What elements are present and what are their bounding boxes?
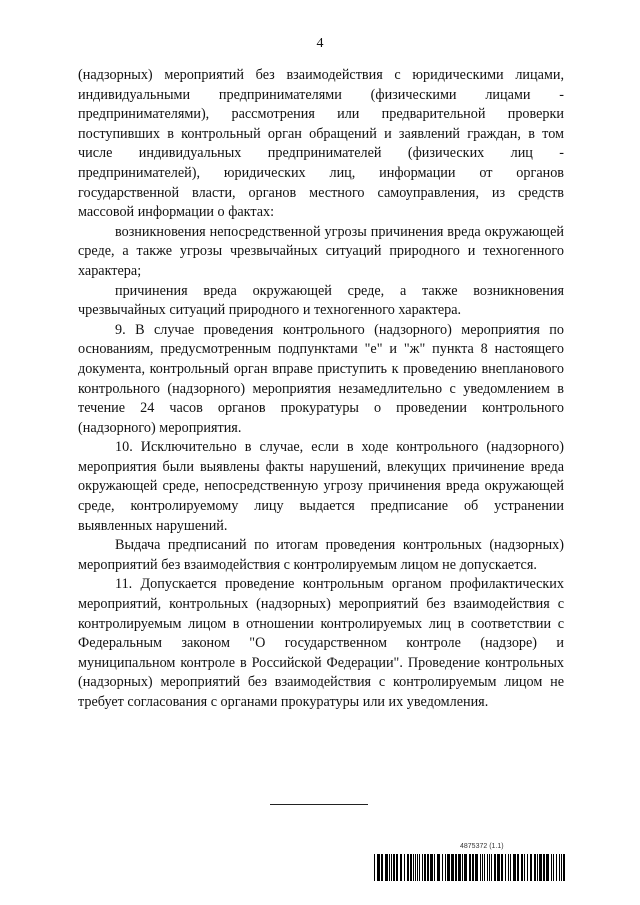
barcode-bar (510, 854, 511, 881)
barcode-bar (404, 854, 405, 881)
barcode-bar (482, 854, 483, 881)
barcode-bar (472, 854, 474, 881)
barcode-bar (513, 854, 516, 881)
barcode-bar (491, 854, 492, 881)
barcode-bar (505, 854, 506, 881)
barcode-bar (417, 854, 418, 881)
barcode-bar (415, 854, 416, 881)
barcode-bar (539, 854, 542, 881)
barcode-bar (381, 854, 383, 881)
barcode-bar (407, 854, 409, 881)
document-body (78, 66, 564, 713)
barcode-bar (553, 854, 554, 881)
paragraph: причинения вреда окружающей среде, а также возникновения чрезвычайных ситуаций природного и техногенного характера. (78, 282, 564, 319)
barcode-bar (487, 854, 488, 881)
barcode-bar (434, 854, 435, 881)
barcode-bar (400, 854, 402, 881)
barcode-bar (489, 854, 490, 881)
barcode-bar (445, 854, 446, 881)
barcode-bar (374, 854, 375, 881)
barcode-bar (393, 854, 395, 881)
barcode-bar (396, 854, 398, 881)
barcode-bar (561, 854, 562, 881)
barcode-bar (437, 854, 440, 881)
barcode-bar (501, 854, 503, 881)
barcode-bar (559, 854, 560, 881)
barcode-bar (385, 854, 388, 881)
paragraph: Выдача предписаний по итогам проведения контрольных (надзорных) мероприятий без взаимодействия с контролируемым лицом не допускается. (78, 537, 564, 573)
barcode-bar (524, 854, 525, 881)
barcode-bar (534, 854, 536, 881)
barcode-bar (537, 854, 538, 881)
paragraph: (надзорных) мероприятий без взаимодействия с юридическими лицами, индивидуальными предпринимателями (физическими лицами - предпринимателями), рассмотрения или предварительной проверки поступивших в контрольный орган обращений и заявлений граждан, в том числе индивидуальных предпринимателей (физических лиц - предпринимателей), юридических лиц, информации от органов государственной власти, органов местного самоуправления, из средств массовой информации о фактах: (78, 67, 564, 221)
barcode-bar (521, 854, 523, 881)
barcode-bar (551, 854, 552, 881)
barcode-bar (530, 854, 532, 881)
paragraph: 11. Допускается проведение контрольным органом профилактических мероприятий, контрольных (надзорных) мероприятий без взаимодействия с контролируемым лицом в отношении контролируемых лиц в соответствии с Федеральным законом "О государственном контроле (надзоре) и муниципальном контроле в Российской Федерации". Проведение контрольных (надзорных) мероприятий без взаимодействия с контролируемым лицом не требует согласования с органами прокуратуры или их уведомления. (78, 576, 564, 710)
barcode-bar (462, 854, 463, 881)
page-number: 4 (316, 36, 324, 51)
barcode-bar (480, 854, 481, 881)
barcode-bar (469, 854, 471, 881)
barcode-bar (389, 854, 390, 881)
barcode-bar (508, 854, 509, 881)
barcode-bar (413, 854, 414, 881)
barcode (374, 854, 565, 881)
barcode-bar (546, 854, 549, 881)
barcode-bar (447, 854, 450, 881)
document-code: 4875372 (1.1) (460, 843, 504, 850)
barcode-bar (517, 854, 519, 881)
barcode-bar (455, 854, 457, 881)
barcode-bar (464, 854, 467, 881)
barcode-bar (377, 854, 380, 881)
barcode-bar (419, 854, 420, 881)
paragraph: возникновения непосредственной угрозы причинения вреда окружающей среде, а также угрозы чрезвычайных ситуаций природного и техногенного характера; (78, 223, 564, 279)
barcode-bar (458, 854, 461, 881)
barcode-bar (556, 854, 557, 881)
barcode-bar (527, 854, 528, 881)
barcode-bar (484, 854, 485, 881)
barcode-bar (430, 854, 433, 881)
barcode-bar (424, 854, 426, 881)
paragraph: 10. Исключительно в случае, если в ходе контрольного (надзорного) мероприятия были выявлены факты нарушений, влекущих причинение вреда окружающей среде, непосредственную угрозу причинения вреда окружающей среде, контролируемому лицу выдается предписание об устранении выявленных нарушений. (78, 439, 564, 534)
barcode-bar (497, 854, 500, 881)
barcode-bar (410, 854, 412, 881)
footer-rule (270, 804, 368, 805)
barcode-bar (543, 854, 545, 881)
paragraph: 9. В случае проведения контрольного (надзорного) мероприятия по основаниям, предусмотренным подпунктами "е" и "ж" пункта 8 настоящего документа, контрольный орган вправе приступить к проведению внепланового контрольного (надзорного) мероприятия незамедлительно с уведомлением в течение 24 часов органов прокуратуры о проведении контрольного (надзорного) мероприятия. (78, 321, 564, 436)
barcode-bar (427, 854, 429, 881)
barcode-bar (451, 854, 454, 881)
barcode-bar (563, 854, 565, 881)
barcode-bar (475, 854, 478, 881)
barcode-bar (442, 854, 443, 881)
barcode-bar (422, 854, 423, 881)
barcode-bar (494, 854, 496, 881)
barcode-bar (391, 854, 392, 881)
